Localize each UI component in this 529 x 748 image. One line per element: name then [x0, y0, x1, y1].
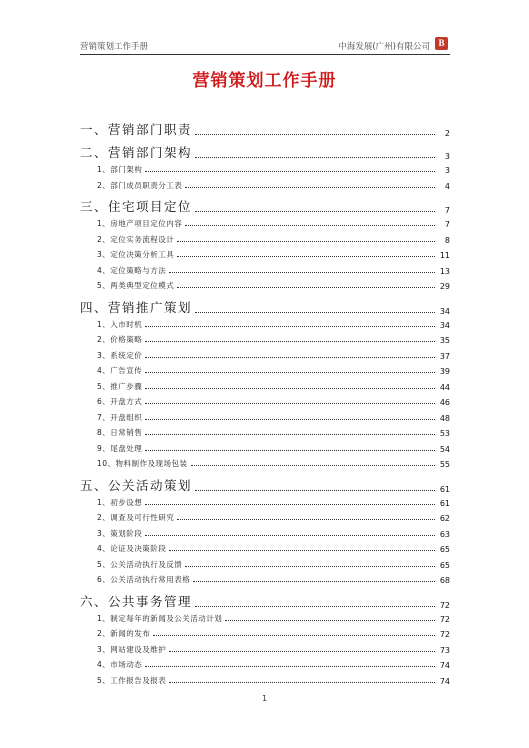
toc-entry-page: 35 — [439, 336, 450, 345]
toc-dot-leader — [195, 211, 435, 212]
toc-subsection-entry[interactable] — [97, 232, 450, 245]
toc-dot-leader — [145, 403, 435, 404]
toc-dot-leader — [145, 388, 435, 389]
toc-subsection-entry[interactable] — [97, 348, 450, 361]
toc-subsection-entry[interactable] — [97, 657, 450, 670]
toc-entry-label: 8、日常销售 — [97, 428, 143, 437]
toc-entry-label: 1、入市时机 — [97, 319, 143, 329]
toc-subsection-entry[interactable] — [97, 557, 450, 570]
toc-dot-leader — [145, 535, 435, 536]
toc-entry-label: 7、开盘组织 — [97, 412, 143, 422]
toc-entry-page: 46 — [439, 398, 450, 407]
toc-entry-label: 五、公关活动策划 — [80, 477, 193, 493]
toc-dot-leader — [145, 419, 435, 420]
toc-dot-leader — [225, 620, 435, 621]
toc-entry-page: 7 — [444, 220, 450, 229]
toc-entry-page: 7 — [444, 206, 450, 215]
toc-subsection-entry[interactable] — [97, 394, 450, 407]
toc-subsection-entry[interactable] — [97, 317, 450, 330]
toc-entry-label: 1、房地产项目定位内容 — [97, 219, 183, 228]
toc-entry-page: 48 — [439, 413, 450, 423]
toc-section-entry[interactable] — [80, 476, 450, 494]
toc-entry-page: 63 — [439, 529, 450, 539]
toc-subsection-entry[interactable] — [97, 216, 450, 229]
toc-entry-page: 73 — [439, 645, 450, 655]
toc-dot-leader — [177, 241, 435, 242]
toc-entry-label: 六、公共事务管理 — [80, 593, 193, 609]
toc-dot-leader — [195, 606, 435, 607]
toc-subsection-entry[interactable] — [97, 495, 450, 508]
toc-entry-label: 5、两类典型定位模式 — [97, 281, 175, 290]
toc-entry-page: 72 — [439, 600, 450, 610]
toc-entry-label: 1、初步设想 — [97, 497, 143, 507]
company-logo-icon: B — [435, 37, 448, 50]
toc-subsection-entry[interactable] — [97, 425, 450, 438]
toc-entry-page: 34 — [439, 306, 450, 316]
toc-subsection-entry[interactable] — [97, 572, 450, 585]
toc-dot-leader — [185, 566, 435, 567]
toc-entry-page: 11 — [439, 251, 450, 260]
header-company-name: 中海发展(广州)有限公司 — [338, 42, 430, 52]
toc-dot-leader — [145, 372, 435, 373]
toc-entry-page: 3 — [444, 166, 450, 175]
toc-dot-leader — [195, 490, 435, 491]
toc-entry-page: 4 — [444, 181, 450, 191]
toc-entry-label: 2、部门成员职责分工表 — [97, 180, 183, 190]
toc-subsection-entry[interactable] — [97, 510, 450, 523]
page-header — [80, 38, 450, 55]
toc-entry-label: 1、制定每年的新闻及公关活动计划 — [97, 613, 223, 623]
toc-section-entry[interactable] — [80, 592, 450, 610]
toc-entry-label: 3、定位决策分析工具 — [97, 250, 175, 259]
toc-entry-label: 三、住宅项目定位 — [80, 199, 193, 214]
toc-subsection-entry[interactable] — [97, 278, 450, 291]
toc-entry-label: 5、工作报告及报表 — [97, 675, 167, 685]
toc-dot-leader — [145, 666, 435, 667]
toc-entry-label: 6、开盘方式 — [97, 397, 143, 406]
toc-entry-label: 3、系统定价 — [97, 350, 143, 360]
toc-section-entry[interactable] — [80, 120, 450, 138]
toc-entry-label: 一、营销部门职责 — [80, 122, 193, 137]
toc-entry-page: 44 — [439, 382, 450, 392]
toc-subsection-entry[interactable] — [97, 673, 450, 686]
toc-entry-label: 5、公关活动执行及反馈 — [97, 559, 183, 569]
toc-entry-label: 10、物料制作及现场包装 — [97, 459, 188, 468]
toc-subsection-entry[interactable] — [97, 611, 450, 624]
toc-dot-leader — [177, 519, 435, 520]
toc-entry-page: 34 — [439, 320, 450, 330]
toc-entry-label: 3、网站建设及维护 — [97, 644, 167, 654]
toc-entry-page: 72 — [439, 630, 450, 639]
toc-entry-page: 55 — [439, 460, 450, 469]
toc-entry-page: 72 — [439, 614, 450, 624]
toc-subsection-entry[interactable] — [97, 526, 450, 539]
toc-entry-label: 4、市场动态 — [97, 660, 143, 669]
toc-entry-page: 62 — [439, 514, 450, 523]
toc-entry-label: 2、定位实务流程设计 — [97, 234, 175, 244]
toc-dot-leader — [145, 504, 435, 505]
toc-subsection-entry[interactable] — [97, 162, 450, 175]
toc-entry-page: 74 — [439, 661, 450, 670]
toc-subsection-entry[interactable] — [97, 247, 450, 260]
toc-dot-leader — [145, 341, 435, 342]
toc-dot-leader — [169, 651, 435, 652]
toc-entry-page: 3 — [444, 152, 450, 161]
toc-dot-leader — [169, 272, 435, 273]
toc-subsection-entry[interactable] — [97, 642, 450, 655]
toc-entry-page: 61 — [439, 484, 450, 494]
toc-dot-leader — [195, 134, 435, 135]
toc-section-entry[interactable] — [80, 197, 450, 215]
toc-dot-leader — [153, 635, 435, 636]
toc-entry-label: 3、策划阶段 — [97, 528, 143, 538]
toc-subsection-entry[interactable] — [97, 263, 450, 276]
toc-entry-label: 4、定位策略与方法 — [97, 265, 167, 275]
toc-dot-leader — [185, 225, 435, 226]
toc-dot-leader — [145, 450, 435, 451]
toc-entry-label: 四、营销推广策划 — [80, 299, 193, 315]
toc-entry-page: 8 — [444, 235, 450, 245]
toc-entry-page: 13 — [439, 266, 450, 276]
toc-entry-label: 1、部门架构 — [97, 165, 143, 174]
toc-dot-leader — [145, 171, 435, 172]
toc-subsection-entry[interactable] — [97, 541, 450, 554]
toc-entry-page: 29 — [439, 282, 450, 291]
toc-entry-page: 2 — [444, 129, 450, 138]
toc-entry-label: 4、广告宣传 — [97, 366, 143, 375]
toc-entry-page: 39 — [439, 367, 450, 376]
toc-subsection-entry[interactable] — [97, 410, 450, 423]
toc-section-entry[interactable] — [80, 298, 450, 316]
toc-dot-leader — [145, 434, 435, 435]
toc-entry-page: 74 — [439, 676, 450, 686]
toc-entry-page: 61 — [439, 498, 450, 508]
toc-entry-label: 4、论证及决策阶段 — [97, 544, 167, 553]
toc-dot-leader — [195, 157, 435, 158]
toc-entry-label: 2、价格策略 — [97, 335, 143, 344]
toc-subsection-entry[interactable] — [97, 332, 450, 345]
toc-entry-label: 6、公关活动执行常用表格 — [97, 575, 191, 584]
toc-dot-leader — [191, 465, 435, 466]
toc-entry-label: 2、调查及可行性研究 — [97, 513, 175, 522]
toc-subsection-entry[interactable] — [97, 379, 450, 392]
toc-dot-leader — [145, 357, 435, 358]
toc-subsection-entry[interactable] — [97, 178, 450, 191]
toc-entry-page: 68 — [439, 576, 450, 585]
toc-dot-leader — [177, 287, 435, 288]
toc-dot-leader — [185, 187, 435, 188]
toc-subsection-entry[interactable] — [97, 626, 450, 639]
toc-dot-leader — [145, 326, 435, 327]
toc-entry-page: 54 — [439, 444, 450, 454]
toc-entry-page: 37 — [439, 351, 450, 361]
toc-dot-leader — [169, 550, 435, 551]
page-title: 营销策划工作手册 — [192, 71, 337, 91]
toc-entry-label: 二、营销部门架构 — [80, 145, 193, 160]
toc-dot-leader — [169, 682, 435, 683]
toc-section-entry[interactable] — [80, 143, 450, 161]
toc-entry-label: 5、推广步骤 — [97, 381, 143, 391]
toc-entry-page: 53 — [439, 429, 450, 438]
toc-entry-page: 65 — [439, 560, 450, 570]
toc-dot-leader — [195, 312, 435, 313]
toc-entry-page: 65 — [439, 545, 450, 554]
toc-entry-label: 9、尾盘处理 — [97, 443, 143, 453]
toc-subsection-entry[interactable] — [97, 441, 450, 454]
page-number: 1 — [261, 694, 268, 703]
toc-subsection-entry[interactable] — [97, 456, 450, 469]
header-doc-title: 营销策划工作手册 — [80, 42, 149, 52]
toc-dot-leader — [193, 581, 435, 582]
toc-entry-label: 2、新闻的发布 — [97, 629, 151, 638]
toc-dot-leader — [177, 256, 435, 257]
toc-subsection-entry[interactable] — [97, 363, 450, 376]
